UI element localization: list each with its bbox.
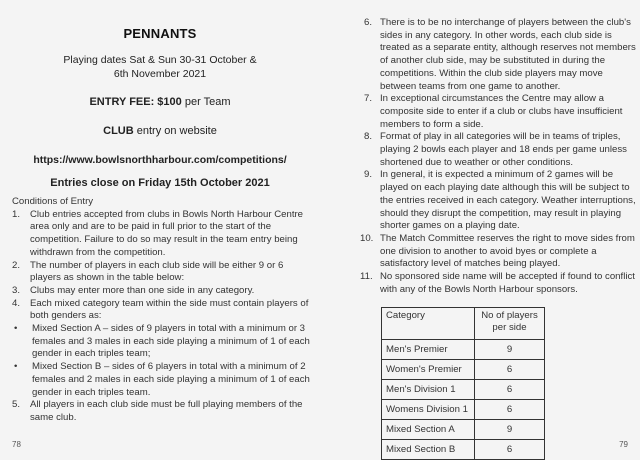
condition-number: 10.	[360, 232, 374, 244]
condition-item	[12, 298, 312, 323]
condition-item	[364, 131, 636, 169]
condition-number: 6.	[364, 17, 373, 28]
bullet-text: Mixed Section B – sides of 6 players in total with a minimum of 2 females and 2 males in each side playing a minimum of 1 of each gender in each triples team.	[32, 361, 310, 398]
club-entry-label: CLUB	[103, 125, 134, 137]
condition-text: Club entries accepted from clubs in Bowls North Harbour Centre area only and are to be paid in full prior to the start of the competition. Failure to do so may result in the team entry being withdrawn from the competition.	[30, 208, 304, 258]
entries-close: Entries close on Friday 15th October 2021	[50, 177, 270, 189]
table-row	[382, 360, 545, 380]
condition-number: 3.	[12, 284, 21, 296]
table-row	[382, 340, 545, 360]
category-cell: Women's Premier	[382, 360, 475, 380]
condition-item	[12, 285, 312, 298]
bullet-icon: •	[14, 323, 18, 335]
category-cell: Men's Premier	[382, 340, 475, 360]
conditions-heading: Conditions of Entry	[12, 196, 94, 207]
right-page	[320, 0, 640, 459]
category-cell: Mixed Section A	[382, 420, 475, 440]
condition-text: In exceptional circumstances the Centre may allow a composite side to enter if a club or clubs have insufficient members to form a side.	[380, 93, 623, 130]
condition-item	[12, 209, 312, 260]
table-row	[382, 440, 545, 460]
competitions-url[interactable]: https://www.bowlsnorthharbour.com/competitions/	[33, 154, 287, 166]
condition-text: Format of play in all categories will be in teams of triples, playing 2 bowls each player and 18 ends per game unless shortened due to weather or other conditions.	[380, 131, 627, 168]
players-per-side-table	[381, 307, 545, 460]
club-entry	[0, 124, 320, 138]
page-title: PENNANTS	[123, 26, 197, 41]
players-cell: 6	[475, 380, 545, 400]
category-cell: Men's Division 1	[382, 380, 475, 400]
condition-item	[12, 260, 312, 285]
bullet-item	[12, 323, 312, 361]
condition-item	[364, 169, 636, 233]
condition-text: All players in each club side must be full playing members of the same club.	[30, 399, 303, 423]
condition-item	[360, 232, 636, 271]
condition-item	[364, 17, 636, 93]
category-cell: Womens Division 1	[382, 400, 475, 420]
conditions-list	[12, 209, 312, 425]
condition-number: 7.	[364, 93, 373, 105]
condition-item	[364, 93, 636, 131]
playing-dates	[0, 53, 320, 81]
table-row	[382, 400, 545, 420]
condition-text: There is to be no interchange of players between the club's sides in any category. In other words, each club side is treated as a separate entity, although reserves not members of another club side, may be substituted in during the competitions. Within the club side players may move between teams from one game to another.	[380, 17, 636, 92]
condition-text: In general, it is expected a minimum of 2 games will be played on each playing date although this will be subject to the entries received in each category. Weather interruptions, should they disrupt the competition, may result in playing shorter games on a playing date.	[380, 169, 636, 232]
condition-number: 8.	[364, 131, 373, 143]
table-header-row	[382, 308, 545, 340]
condition-text: No sponsored side name will be accepted if found to conflict with any of the Bowls North Harbour sponsors.	[380, 271, 635, 295]
playing-dates-line-2: 6th November 2021	[113, 68, 207, 80]
entry-fee-suffix: per Team	[184, 96, 231, 108]
conditions-of-entry	[12, 196, 312, 425]
table-row	[382, 380, 545, 400]
bullet-item	[12, 361, 312, 399]
condition-item	[12, 399, 312, 424]
players-cell: 6	[475, 440, 545, 460]
condition-text: Each mixed category team within the side must contain players of both genders as:	[30, 297, 309, 322]
category-cell: Mixed Section B	[382, 440, 475, 460]
condition-text: The Match Committee reserves the right to move sides from one division to another to avoid byes or complete a satisfactory level of matches being played.	[380, 232, 635, 270]
condition-text: Clubs may enter more than one side in any category.	[30, 284, 255, 296]
players-cell: 6	[475, 400, 545, 420]
condition-number: 4.	[12, 297, 21, 309]
condition-number: 9.	[364, 169, 373, 181]
entry-fee	[0, 95, 320, 109]
players-cell: 9	[475, 420, 545, 440]
condition-number: 11.	[360, 271, 373, 283]
bullet-icon: •	[14, 361, 18, 373]
playing-dates-line-1: Playing dates Sat & Sun 30-31 October &	[63, 54, 257, 66]
page-number: 79	[619, 440, 628, 449]
left-page	[0, 0, 320, 459]
conditions-list-continued	[360, 17, 636, 296]
column-header-players: No of players per side	[475, 308, 545, 340]
condition-number: 1.	[12, 208, 21, 220]
bullet-text: Mixed Section A – sides of 9 players in total with a minimum or 3 females and 3 males in each side playing a minimum of 1 of each gender in each triples team;	[32, 323, 310, 360]
players-cell: 6	[475, 360, 545, 380]
column-header-category: Category	[382, 308, 475, 340]
players-cell: 9	[475, 340, 545, 360]
club-entry-suffix: entry on website	[136, 125, 217, 137]
condition-number: 5.	[12, 399, 21, 411]
condition-number: 2.	[12, 259, 21, 271]
entry-fee-label: ENTRY FEE: $100	[89, 96, 182, 108]
condition-item	[360, 271, 636, 296]
page-number: 78	[12, 440, 21, 449]
table-row	[382, 420, 545, 440]
condition-text: The number of players in each club side will be either 9 or 6 players as shown in the table below:	[30, 259, 284, 284]
